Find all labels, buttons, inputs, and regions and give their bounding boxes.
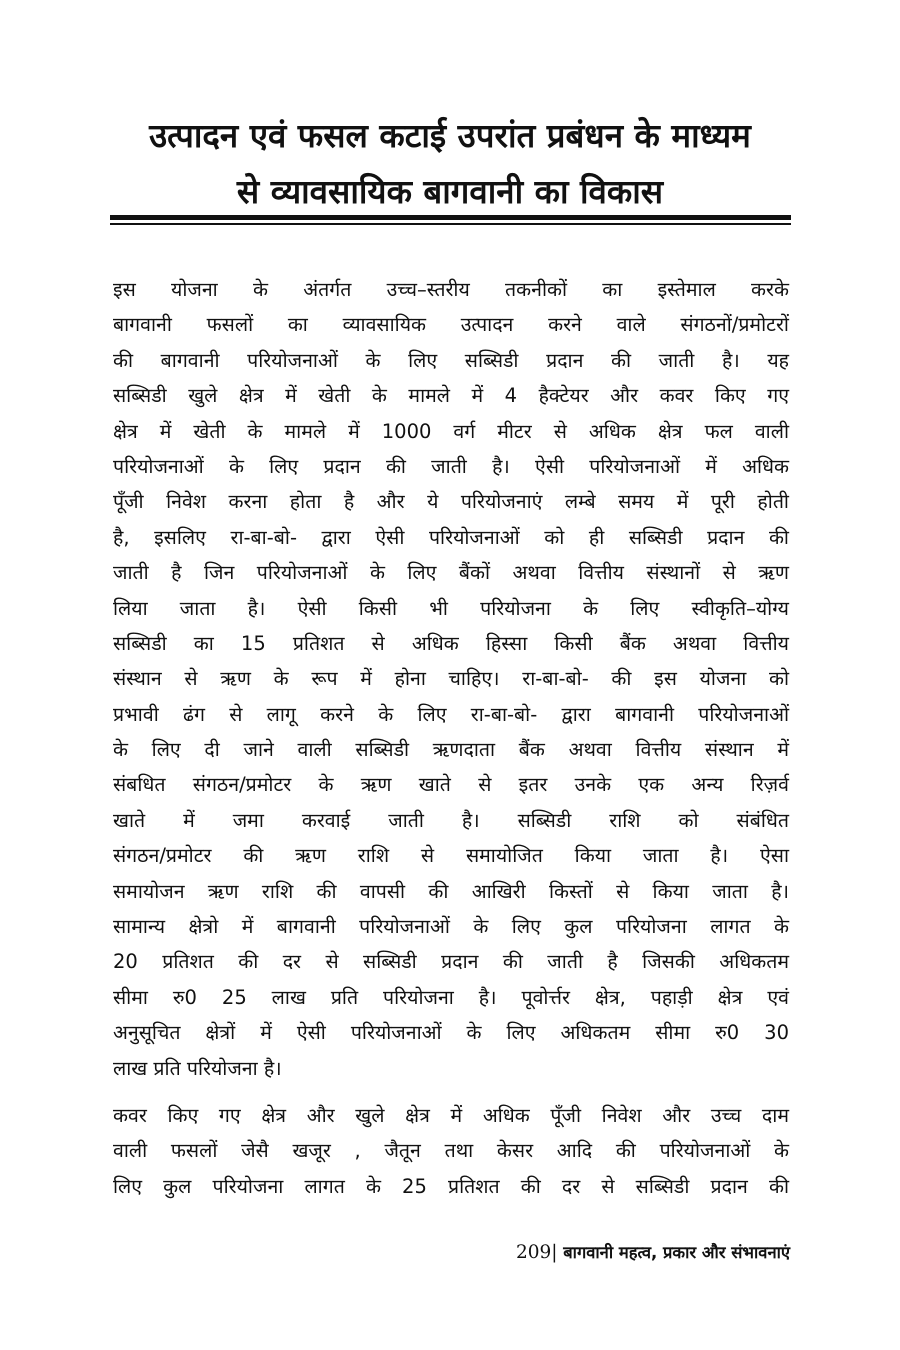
heading-rule-thin <box>110 223 791 225</box>
text-line: संबधित संगठन/प्रमोटर के ऋण खाते से इतर उनके एक अन्य रिज़र्व <box>113 773 789 797</box>
text-line: है, इसलिए रा-बा-बो- द्वारा ऐसी परियोजनाओं को ही सब्सिडी प्रदान की <box>113 525 789 549</box>
text-line: सब्सिडी खुले क्षेत्र में खेती के मामले में 4 हैक्टेयर और कवर किए गए <box>113 384 789 408</box>
heading-line: उत्पादन एवं फसल कटाई उपरांत प्रबंधन के माध्यम <box>149 116 751 155</box>
text-line: लाख प्रति परियोजना है। <box>113 1056 282 1080</box>
text-line: समायोजन ऋण राशि की वापसी की आखिरी किस्तों से किया जाता है। <box>113 879 789 903</box>
text-line: सामान्य क्षेत्रो में बागवानी परियोजनाओं के लिए कुल परियोजना लागत के <box>113 915 789 939</box>
text-line: परियोजनाओं के लिए प्रदान की जाती है। ऐसी परियोजनाओं में अधिक <box>113 454 789 478</box>
text-line: इस योजना के अंतर्गत उच्च–स्तरीय तकनीकों का इस्तेमाल करके <box>113 278 789 301</box>
text-line: के लिए दी जाने वाली सब्सिडी ऋणदाता बैंक अथवा वित्तीय संस्थान में <box>113 738 789 762</box>
text-line: जाती है जिन परियोजनाओं के लिए बैंकों अथवा वित्तीय संस्थानों से ऋण <box>113 561 789 585</box>
text-line: अनुसूचित क्षेत्रों में ऐसी परियोजनाओं के लिए अधिकतम सीमा रु0 30 <box>113 1021 789 1045</box>
text-line: कवर किए गए क्षेत्र और खुले क्षेत्र में अधिक पूँजी निवेश और उच्च दाम <box>113 1103 789 1127</box>
text-line: प्रभावी ढंग से लागू करने के लिए रा-बा-बो- द्वारा बागवानी परियोजनाओं <box>113 702 789 726</box>
text-line: सब्सिडी का 15 प्रतिशत से अधिक हिस्सा किसी बैंक अथवा वित्तीय <box>113 631 789 655</box>
text-line: लिया जाता है। ऐसी किसी भी परियोजना के लिए स्वीकृति–योग्य <box>113 596 789 620</box>
text-line: की बागवानी परियोजनाओं के लिए सब्सिडी प्रदान की जाती है। यह <box>113 348 789 372</box>
text-line: संस्थान से ऋण के रूप में होना चाहिए। रा-बा-बो- की इस योजना को <box>113 667 789 691</box>
text-line: 20 प्रतिशत की दर से सब्सिडी प्रदान की जाती है जिसकी अधिकतम <box>113 950 789 974</box>
text-line: सीमा रु0 25 लाख प्रति परियोजना है। पूवोर्त्तर क्षेत्र, पहाड़ी क्षेत्र एवं <box>113 985 789 1009</box>
paragraph-1 <box>113 272 789 1086</box>
page-footer <box>516 1240 790 1266</box>
heading-rule-thick <box>110 215 791 220</box>
body-text <box>113 272 789 1204</box>
heading-line: से व्यावसायिक बागवानी का विकास <box>236 172 664 211</box>
text-line: बागवानी फसलों का व्यावसायिक उत्पादन करने वाले संगठनों/प्रमोटरों <box>113 313 789 337</box>
page-number: 209 <box>515 1242 552 1263</box>
text-line: वाली फसलों जेसै खजूर , जैतून तथा केसर आदि की परियोजनाओं के <box>113 1139 789 1163</box>
footer-separator: | <box>551 1242 558 1263</box>
paragraph-2 <box>113 1098 789 1204</box>
book-title: बागवानी महत्व, प्रकार और संभावनाएं <box>557 1243 790 1262</box>
page-heading <box>110 108 790 220</box>
text-line: संगठन/प्रमोटर की ऋण राशि से समायोजित किया जाता है। ऐसा <box>113 844 789 868</box>
text-line: लिए कुल परियोजना लागत के 25 प्रतिशत की दर से सब्सिडी प्रदान की <box>113 1174 789 1198</box>
text-line: क्षेत्र में खेती के मामले में 1000 वर्ग मीटर से अधिक क्षेत्र फल वाली <box>113 419 789 443</box>
text-line: पूँजी निवेश करना होता है और ये परियोजनाएं लम्बे समय में पूरी होती <box>113 490 789 514</box>
text-line: खाते में जमा करवाई जाती है। सब्सिडी राशि को संबंधित <box>113 808 789 832</box>
